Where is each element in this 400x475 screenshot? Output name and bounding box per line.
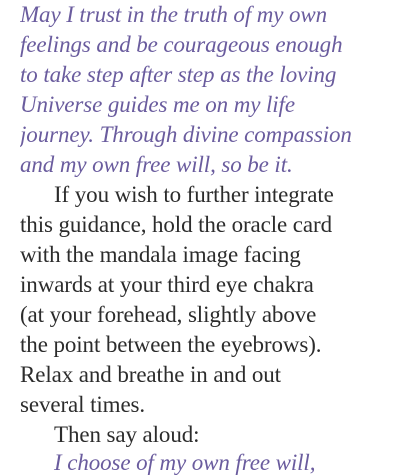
prayer-line: feelings and be courageous enough: [20, 32, 343, 57]
prayer-line: Universe guides me on my life: [20, 92, 295, 117]
guidance-line: several times.: [20, 392, 146, 417]
prayer-line: to take step after step as the loving: [20, 62, 337, 87]
prayer-line: May I trust in the truth of my own: [20, 2, 328, 27]
prayer-line: and my own free will, so be it.: [20, 152, 293, 177]
instruction-line: Then say aloud:: [54, 422, 200, 447]
book-page: [20, 0, 400, 475]
guidance-line: this guidance, hold the oracle card: [20, 212, 332, 237]
guidance-line: If you wish to further integrate: [54, 182, 334, 207]
guidance-line: (at your forehead, slightly above: [20, 302, 317, 327]
guidance-line: Relax and breathe in and out: [20, 362, 281, 387]
guidance-line: with the mandala image facing: [20, 242, 301, 267]
guidance-line: inwards at your third eye chakra: [20, 272, 314, 297]
guidance-line: the point between the eyebrows).: [20, 332, 322, 357]
prayer-line: journey. Through divine compassion: [20, 122, 352, 147]
affirmation-line: I choose of my own free will,: [54, 450, 316, 475]
